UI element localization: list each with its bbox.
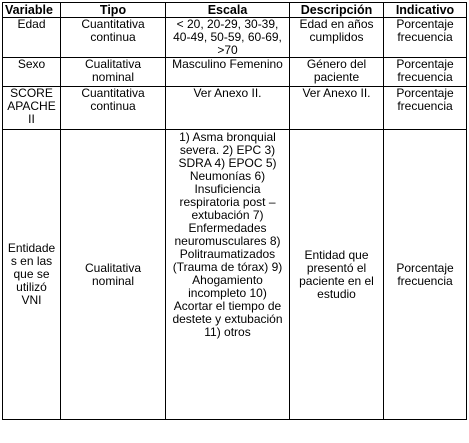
cell-descripcion: Edad en años cumplidos <box>290 18 384 58</box>
header-descripcion: Descripción <box>290 3 384 18</box>
cell-variable: Entidades en las que se utilizó VNI <box>3 130 61 420</box>
header-tipo: Tipo <box>61 3 166 18</box>
table-row <box>3 87 467 130</box>
cell-descripcion: Ver Anexo II. <box>290 87 384 130</box>
header-row <box>3 3 467 18</box>
cell-tipo: Cuantitativa continua <box>61 18 166 58</box>
header-indicativo: Indicativo <box>384 3 467 18</box>
cell-indicativo: Porcentaje frecuencia <box>384 18 467 58</box>
table-row <box>3 18 467 58</box>
header-escala: Escala <box>166 3 290 18</box>
cell-escala: < 20, 20-29, 30-39, 40-49, 50-59, 60-69, >70 <box>166 18 290 58</box>
cell-variable: SCORE APACHE II <box>3 87 61 130</box>
cell-tipo: Cualitativa nominal <box>61 58 166 87</box>
table-row <box>3 58 467 87</box>
cell-indicativo: Porcentaje frecuencia <box>384 130 467 420</box>
cell-indicativo: Porcentaje frecuencia <box>384 58 467 87</box>
cell-escala: Masculino Femenino <box>166 58 290 87</box>
cell-descripcion: Entidad que presentó el paciente en el estudio <box>290 130 384 420</box>
cell-escala: 1) Asma bronquial severa. 2) EPC 3) SDRA 4) EPOC 5) Neumonías 6) Insuficiencia respiratoria post – extubación 7) Enfermedades neuromusculares 8) Politraumatizados (Trauma de tórax) 9) Ahogamiento incompleto 10) Acortar el tiempo de destete y extubación 11) otros <box>166 130 290 420</box>
cell-variable: Edad <box>3 18 61 58</box>
table-row <box>3 130 467 420</box>
header-variable: Variable <box>3 3 61 18</box>
cell-variable: Sexo <box>3 58 61 87</box>
variables-table <box>2 2 467 420</box>
table-wrapper <box>2 2 467 420</box>
cell-tipo: Cuantitativa continua <box>61 87 166 130</box>
cell-descripcion: Género del paciente <box>290 58 384 87</box>
cell-escala: Ver Anexo II. <box>166 87 290 130</box>
cell-indicativo: Porcentaje frecuencia <box>384 87 467 130</box>
cell-tipo: Cualitativa nominal <box>61 130 166 420</box>
